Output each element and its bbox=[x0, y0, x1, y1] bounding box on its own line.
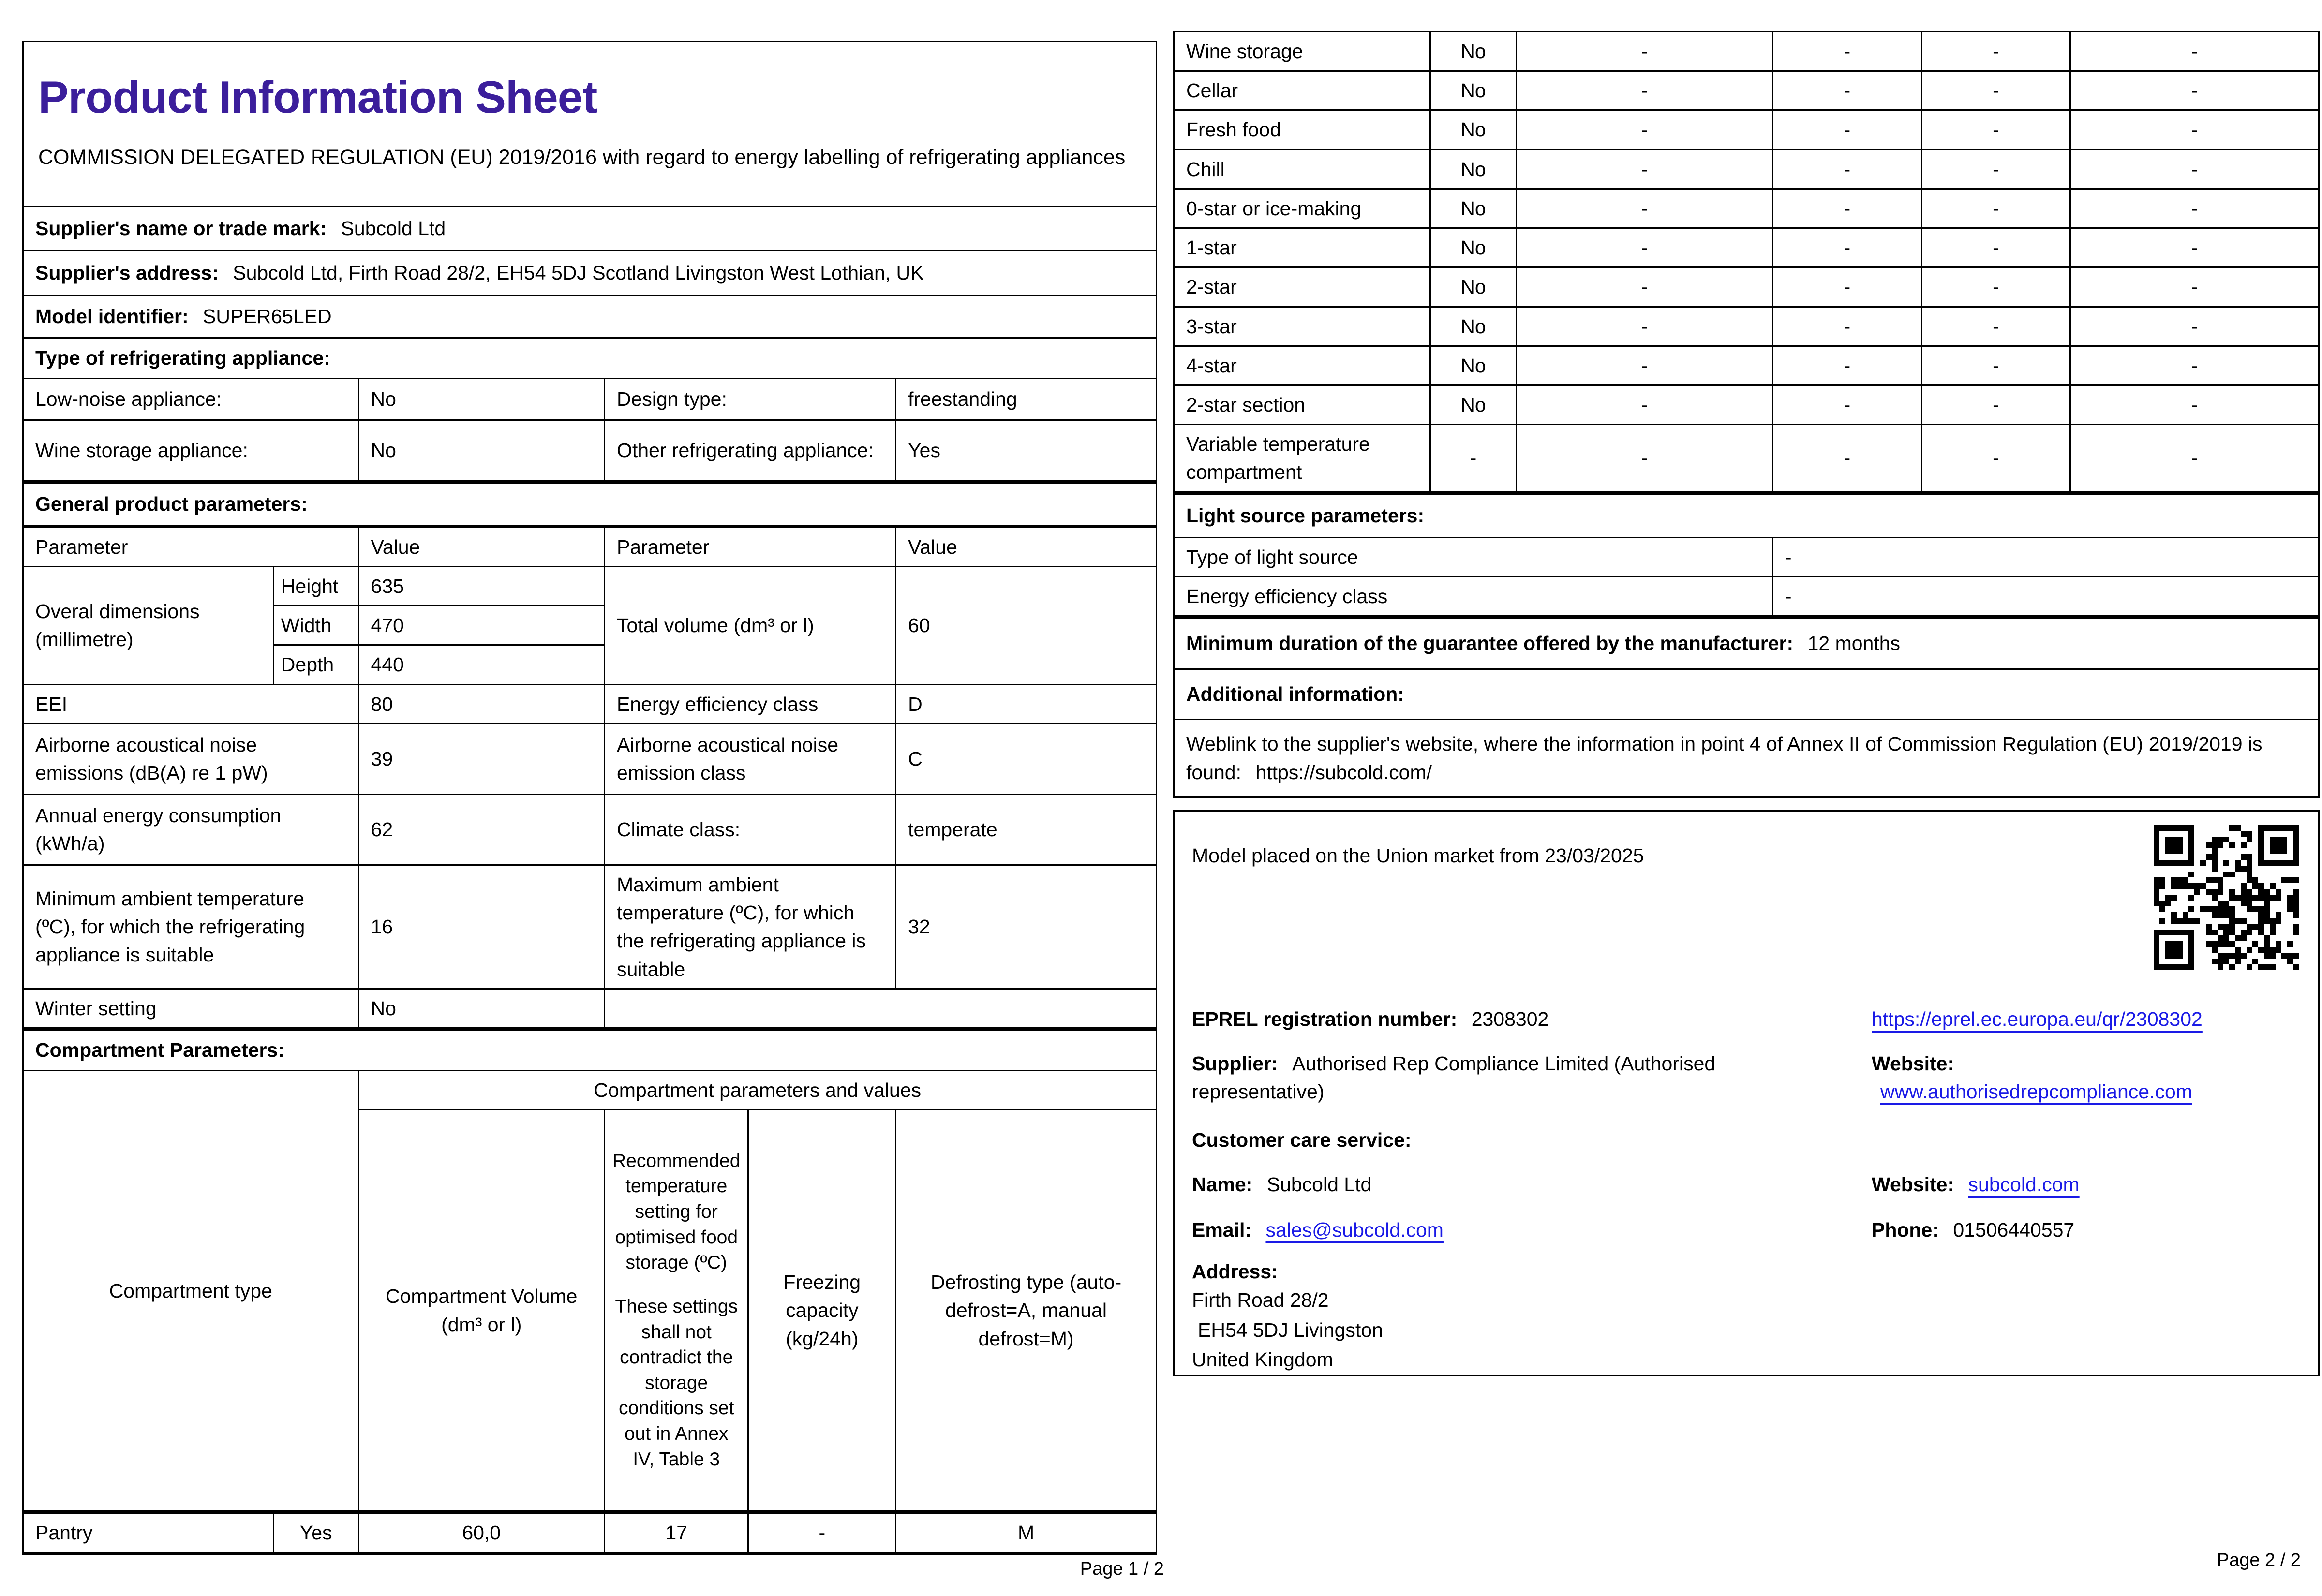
light-section-header: Light source parameters: bbox=[1174, 493, 2319, 537]
cell: No bbox=[1430, 346, 1517, 385]
website-link[interactable]: www.authorisedrepcompliance.com bbox=[1880, 1080, 2192, 1103]
table-row bbox=[1174, 346, 2319, 385]
value-col-header-1: Value bbox=[358, 526, 604, 566]
regulation-subtitle: COMMISSION DELEGATED REGULATION (EU) 2019/2016 with regard to energy labelling of refrigerating appliances bbox=[38, 146, 1126, 169]
noise-emissions-label: Airborne acoustical noise emissions (dB(A) re 1 pW) bbox=[23, 724, 359, 794]
address-line-3: United Kingdom bbox=[1192, 1348, 1333, 1371]
qr-code bbox=[2154, 825, 2299, 970]
cell: - bbox=[1516, 425, 1772, 493]
website-label: Website: bbox=[1872, 1052, 1954, 1075]
additional-info-header: Additional information: bbox=[1174, 669, 2319, 720]
noise-class-label: Airborne acoustical noise emission class bbox=[604, 724, 895, 794]
min-ambient-label: Minimum ambient temperature (ºC), for which the refrigerating appliance is suitable bbox=[23, 865, 359, 989]
supplier-address-label: Supplier's address: bbox=[35, 262, 219, 284]
page-title: Product Information Sheet bbox=[38, 72, 597, 123]
cell: - bbox=[1772, 385, 1921, 424]
max-ambient-label: Maximum ambient temperature (ºC), for which the refrigerating appliance is suitable bbox=[604, 865, 895, 989]
cell: - bbox=[1430, 425, 1517, 493]
cell: No bbox=[1430, 32, 1517, 71]
param-col-header-1: Parameter bbox=[23, 526, 359, 566]
settings-note-text: These settings shall not contradict the storage conditions set out in Annex IV, Table 3 bbox=[615, 1296, 738, 1470]
row-4-star: 4-star bbox=[1174, 346, 1430, 385]
row-0-star: 0-star or ice-making bbox=[1174, 189, 1430, 228]
compartment-group-header: Compartment parameters and values bbox=[358, 1071, 1156, 1110]
eprel-value: 2308302 bbox=[1471, 1008, 1549, 1031]
model-identifier-label: Model identifier: bbox=[35, 305, 189, 328]
light-efficiency-value: - bbox=[1772, 576, 2319, 617]
dimension-depth-value: 440 bbox=[358, 645, 604, 684]
product-info-table bbox=[22, 41, 1157, 1555]
supplier-name-value: Subcold Ltd bbox=[341, 217, 446, 240]
annual-energy-value: 62 bbox=[358, 794, 604, 865]
compartment-row-defrost: M bbox=[896, 1512, 1157, 1553]
cell: - bbox=[1921, 385, 2070, 424]
dimension-height-value: 635 bbox=[358, 567, 604, 606]
climate-class-value: temperate bbox=[896, 794, 1157, 865]
page-2 bbox=[1173, 31, 2320, 1376]
energy-class-label: Energy efficiency class bbox=[604, 684, 895, 724]
design-type-value: freestanding bbox=[896, 378, 1157, 420]
max-ambient-value: 32 bbox=[896, 865, 1157, 989]
eei-label: EEI bbox=[23, 684, 359, 724]
supplier-address-value: Subcold Ltd, Firth Road 28/2, EH54 5DJ Scotland Livingston West Lothian, UK bbox=[233, 262, 924, 284]
page2-footer: Page 2 / 2 bbox=[2217, 1550, 2301, 1570]
care-website-label: Website: bbox=[1872, 1173, 1954, 1196]
care-name-row bbox=[1192, 1170, 2301, 1198]
cell: - bbox=[1921, 307, 2070, 346]
cell: - bbox=[1921, 425, 2070, 493]
cell: - bbox=[1772, 71, 1921, 110]
climate-class-label: Climate class: bbox=[604, 794, 895, 865]
min-ambient-value: 16 bbox=[358, 865, 604, 989]
cell: - bbox=[1516, 32, 1772, 71]
weblink-row bbox=[1174, 720, 2319, 797]
table-row bbox=[1174, 189, 2319, 228]
eprel-link[interactable]: https://eprel.ec.europa.eu/qr/2308302 bbox=[1872, 1008, 2203, 1031]
cell: - bbox=[2070, 110, 2319, 149]
cell: No bbox=[1430, 307, 1517, 346]
dimension-width-label: Width bbox=[273, 606, 358, 645]
total-volume-label: Total volume (dm³ or l) bbox=[604, 567, 895, 685]
cell: - bbox=[1921, 71, 2070, 110]
annual-energy-label: Annual energy consumption (kWh/a) bbox=[23, 794, 359, 865]
cell: - bbox=[1516, 149, 1772, 189]
supplier-label: Supplier: bbox=[1192, 1052, 1278, 1075]
model-identifier-row bbox=[23, 295, 1157, 338]
wine-storage-appliance-value: No bbox=[358, 420, 604, 482]
low-noise-label: Low-noise appliance: bbox=[23, 378, 359, 420]
table-row bbox=[1174, 385, 2319, 424]
compartment-col-defrost: Defrosting type (auto-defrost=A, manual defrost=M) bbox=[896, 1110, 1157, 1512]
cell: - bbox=[1516, 228, 1772, 267]
address-line-2: EH54 5DJ Livingston bbox=[1198, 1318, 1383, 1341]
cell: - bbox=[1772, 110, 1921, 149]
noise-class-value: C bbox=[896, 724, 1157, 794]
cell: No bbox=[1430, 189, 1517, 228]
low-noise-value: No bbox=[358, 378, 604, 420]
page-1 bbox=[22, 41, 1157, 1555]
cell: - bbox=[2070, 228, 2319, 267]
table-row bbox=[1174, 228, 2319, 267]
energy-class-value: D bbox=[896, 684, 1157, 724]
cell: - bbox=[1516, 267, 1772, 307]
cell: - bbox=[1921, 346, 2070, 385]
type-section-header: Type of refrigerating appliance: bbox=[23, 338, 1157, 378]
cell: - bbox=[2070, 425, 2319, 493]
care-name-label: Name: bbox=[1192, 1173, 1253, 1196]
weblink-url[interactable]: https://subcold.com/ bbox=[1255, 761, 1432, 783]
dimension-height-label: Height bbox=[273, 567, 358, 606]
cell: - bbox=[1921, 110, 2070, 149]
cell: - bbox=[1921, 267, 2070, 307]
cell: - bbox=[1772, 307, 1921, 346]
cell: - bbox=[2070, 71, 2319, 110]
cell: - bbox=[2070, 307, 2319, 346]
cell: No bbox=[1430, 267, 1517, 307]
address-block bbox=[1192, 1257, 2301, 1375]
cell: - bbox=[2070, 189, 2319, 228]
row-3-star: 3-star bbox=[1174, 307, 1430, 346]
cell: - bbox=[2070, 149, 2319, 189]
cell: - bbox=[1921, 32, 2070, 71]
cell: No bbox=[1430, 110, 1517, 149]
cell: - bbox=[2070, 32, 2319, 71]
wine-storage-appliance-label: Wine storage appliance: bbox=[23, 420, 359, 482]
param-col-header-2: Parameter bbox=[604, 526, 895, 566]
cell: - bbox=[1921, 149, 2070, 189]
compartment-row-freezing: - bbox=[748, 1512, 896, 1553]
supplier-name-row bbox=[23, 206, 1157, 251]
cell: - bbox=[2070, 385, 2319, 424]
cell: - bbox=[1772, 425, 1921, 493]
supplier-address-row bbox=[23, 251, 1157, 295]
noise-emissions-value: 39 bbox=[358, 724, 604, 794]
row-2-star-section: 2-star section bbox=[1174, 385, 1430, 424]
care-phone-label: Phone: bbox=[1872, 1219, 1939, 1241]
cell: - bbox=[1921, 228, 2070, 267]
row-cellar: Cellar bbox=[1174, 71, 1430, 110]
compartment-row-present: Yes bbox=[273, 1512, 358, 1553]
supplier-row bbox=[1192, 1049, 2301, 1106]
cell: - bbox=[1772, 189, 1921, 228]
row-1-star: 1-star bbox=[1174, 228, 1430, 267]
compartment-col-volume: Compartment Volume (dm³ or l) bbox=[358, 1110, 604, 1512]
winter-setting-empty bbox=[604, 989, 1156, 1029]
table-row bbox=[1174, 149, 2319, 189]
care-website-link[interactable]: subcold.com bbox=[1968, 1173, 2080, 1196]
compartment-continuation-table bbox=[1173, 31, 2320, 798]
compartment-row-temperature: 17 bbox=[604, 1512, 748, 1553]
design-type-label: Design type: bbox=[604, 378, 895, 420]
other-appliance-value: Yes bbox=[896, 420, 1157, 482]
table-row bbox=[1174, 32, 2319, 71]
guarantee-row bbox=[1174, 617, 2319, 669]
cell: - bbox=[1516, 110, 1772, 149]
model-identifier-value: SUPER65LED bbox=[203, 305, 332, 328]
dimension-width-value: 470 bbox=[358, 606, 604, 645]
value-col-header-2: Value bbox=[896, 526, 1157, 566]
table-row bbox=[1174, 425, 2319, 493]
light-source-type-value: - bbox=[1772, 537, 2319, 576]
compartment-col-freezing: Freezing capacity (kg/24h) bbox=[748, 1110, 896, 1512]
cell: No bbox=[1430, 71, 1517, 110]
cell: No bbox=[1430, 385, 1517, 424]
supplier-info-box bbox=[1173, 810, 2320, 1376]
supplier-value: Authorised Rep Compliance Limited (Authorised representative) bbox=[1192, 1052, 1716, 1103]
compartment-row-type: Pantry bbox=[23, 1512, 274, 1553]
cell: - bbox=[1921, 189, 2070, 228]
row-wine-storage: Wine storage bbox=[1174, 32, 1430, 71]
dimension-depth-label: Depth bbox=[273, 645, 358, 684]
cell: - bbox=[1516, 346, 1772, 385]
compartment-col-temperature bbox=[604, 1110, 748, 1512]
cell: - bbox=[1772, 267, 1921, 307]
address-label: Address: bbox=[1192, 1260, 1278, 1283]
guarantee-label: Minimum duration of the guarantee offered by the manufacturer: bbox=[1186, 632, 1794, 655]
light-efficiency-label: Energy efficiency class bbox=[1174, 576, 1773, 617]
care-email-link[interactable]: sales@subcold.com bbox=[1265, 1219, 1444, 1241]
total-volume-value: 60 bbox=[896, 567, 1157, 685]
care-email-label: Email: bbox=[1192, 1219, 1252, 1241]
cell: - bbox=[1772, 149, 1921, 189]
document-header bbox=[23, 42, 1157, 207]
eprel-row bbox=[1192, 1005, 2301, 1033]
row-chill: Chill bbox=[1174, 149, 1430, 189]
market-date: Model placed on the Union market from 23/03/2025 bbox=[1192, 844, 1644, 867]
table-row bbox=[1174, 71, 2319, 110]
guarantee-value: 12 months bbox=[1807, 632, 1901, 655]
compartment-section-header: Compartment Parameters: bbox=[23, 1029, 1157, 1071]
recommended-temp-text: Recommended temperature setting for optimised food storage (ºC) bbox=[612, 1150, 741, 1273]
eprel-label: EPREL registration number: bbox=[1192, 1008, 1458, 1031]
winter-setting-value: No bbox=[358, 989, 604, 1029]
dimensions-label: Overal dimensions (millimetre) bbox=[23, 567, 274, 685]
care-name-value: Subcold Ltd bbox=[1266, 1173, 1372, 1196]
light-source-type-label: Type of light source bbox=[1174, 537, 1773, 576]
care-phone-value: 01506440557 bbox=[1953, 1219, 2075, 1241]
table-row bbox=[1174, 267, 2319, 307]
row-fresh-food: Fresh food bbox=[1174, 110, 1430, 149]
general-section-header: General product parameters: bbox=[23, 482, 1157, 526]
cell: - bbox=[1516, 307, 1772, 346]
row-variable-temp: Variable temperature compartment bbox=[1174, 425, 1430, 493]
other-appliance-label: Other refrigerating appliance: bbox=[604, 420, 895, 482]
table-row bbox=[1174, 307, 2319, 346]
customer-care-header: Customer care service: bbox=[1192, 1129, 1412, 1152]
supplier-name-label: Supplier's name or trade mark: bbox=[35, 217, 327, 240]
cell: No bbox=[1430, 149, 1517, 189]
cell: - bbox=[1516, 71, 1772, 110]
cell: - bbox=[1516, 385, 1772, 424]
page1-footer: Page 1 / 2 bbox=[1080, 1559, 1164, 1579]
address-line-1: Firth Road 28/2 bbox=[1192, 1289, 1329, 1312]
cell: - bbox=[1772, 32, 1921, 71]
compartment-row-volume: 60,0 bbox=[358, 1512, 604, 1553]
compartment-type-header: Compartment type bbox=[23, 1071, 359, 1512]
winter-setting-label: Winter setting bbox=[23, 989, 359, 1029]
cell: - bbox=[2070, 346, 2319, 385]
cell: - bbox=[1772, 346, 1921, 385]
weblink-text: Weblink to the supplier's website, where the information in point 4 of Annex II of Commission Regulation (EU) 2019/2019 is found: bbox=[1186, 733, 2262, 783]
row-2-star: 2-star bbox=[1174, 267, 1430, 307]
cell: No bbox=[1430, 228, 1517, 267]
table-row bbox=[1174, 110, 2319, 149]
eei-value: 80 bbox=[358, 684, 604, 724]
care-email-row bbox=[1192, 1216, 2301, 1244]
cell: - bbox=[2070, 267, 2319, 307]
cell: - bbox=[1516, 189, 1772, 228]
cell: - bbox=[1772, 228, 1921, 267]
